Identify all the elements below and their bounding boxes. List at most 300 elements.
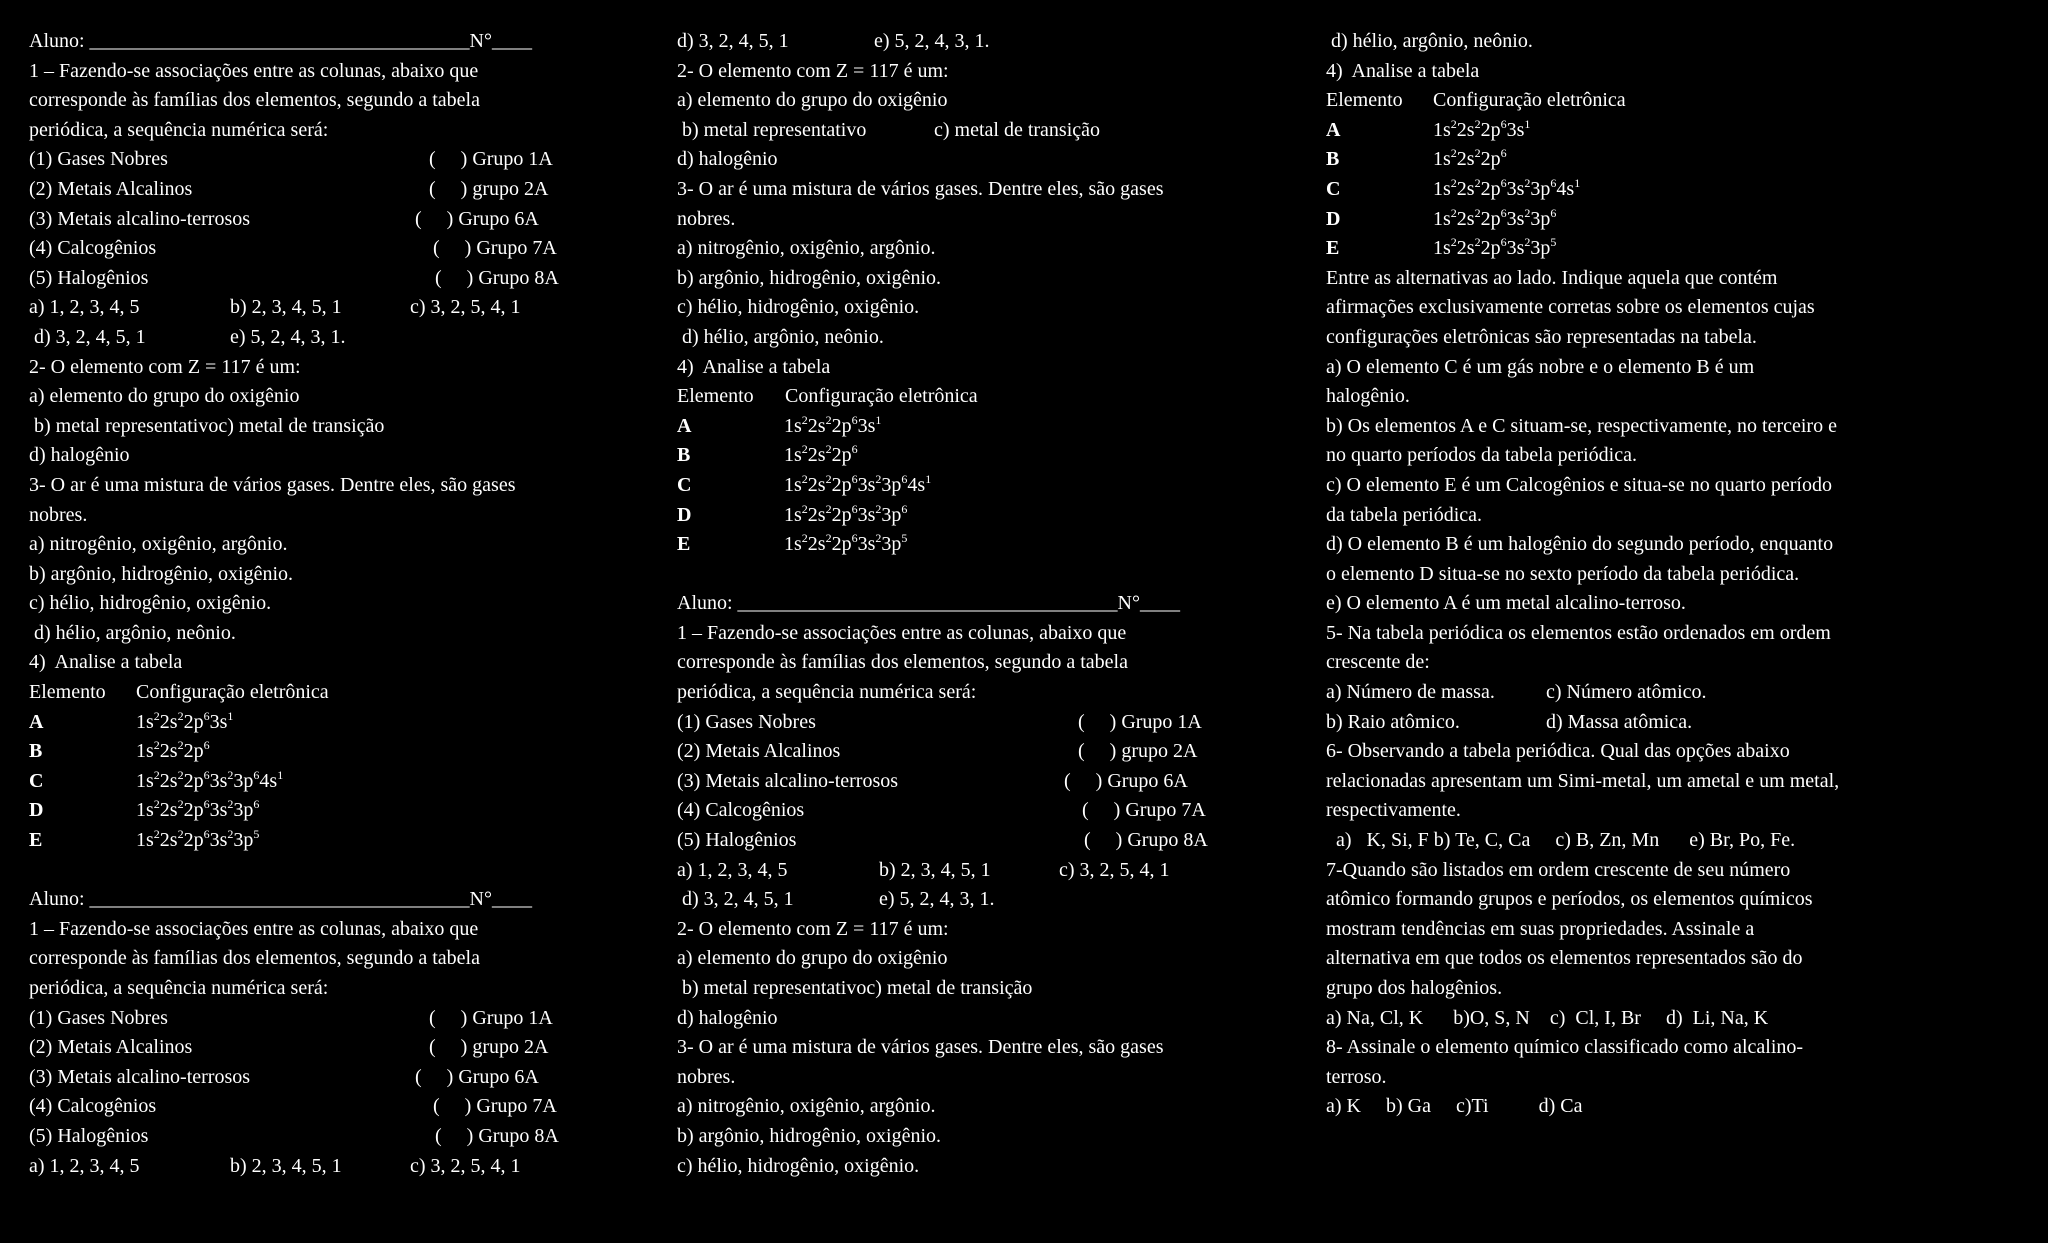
- orbital: 1s: [1433, 207, 1451, 230]
- text-segment: a) elemento do grupo do oxigênio: [29, 385, 300, 408]
- text-segment: periódica, a sequência numérica será:: [29, 977, 329, 999]
- config-row: [677, 471, 1257, 501]
- text-line: [29, 264, 609, 294]
- electron-count: 1: [227, 708, 234, 723]
- text-line: [1326, 412, 2026, 442]
- text-segment: e) 5, 2, 4, 3, 1.: [874, 30, 990, 52]
- electron-count: 1: [875, 412, 882, 427]
- electron-count: 2: [153, 797, 160, 812]
- electron-count: 2: [825, 531, 832, 546]
- text-segment: mostram tendências em suas propriedades. Assinale a: [1326, 917, 1755, 940]
- orbital: 1s: [136, 799, 154, 822]
- text-line: [677, 619, 1257, 649]
- orbital: 2p: [831, 414, 852, 437]
- text-line: [29, 27, 609, 57]
- text-segment: c) 3, 2, 5, 4, 1: [1059, 858, 1170, 881]
- text-line: [1326, 796, 2026, 826]
- text-segment: d) halogênio: [677, 148, 778, 171]
- electron-count: 2: [825, 442, 832, 457]
- text-line: [1326, 264, 2026, 294]
- orbital: 3p: [1530, 177, 1551, 200]
- text-segment: grupo dos halogênios.: [1326, 977, 1503, 999]
- orbital: 4s: [1556, 177, 1575, 200]
- text-segment: a) 1, 2, 3, 4, 5: [29, 1154, 140, 1177]
- text-line: [29, 382, 609, 412]
- orbital: 4s: [259, 769, 278, 792]
- text-segment: ( ) Grupo 1A: [1078, 710, 1202, 733]
- orbital: 1s: [1433, 118, 1451, 141]
- blank-line: [29, 856, 609, 886]
- orbital: 2s: [807, 473, 826, 496]
- text-segment: 2- O elemento com Z = 117 é um:: [677, 917, 949, 940]
- text-line: [677, 353, 1257, 383]
- text-segment: a) nitrogênio, oxigênio, argônio.: [677, 1095, 936, 1118]
- text-segment: b) Raio atômico.: [1326, 710, 1460, 733]
- text-segment: b) metal representativoc) metal de transição: [29, 414, 385, 437]
- text-segment: d) halogênio: [29, 444, 130, 467]
- text-segment: corresponde às famílias dos elementos, segundo a tabela: [677, 651, 1128, 674]
- text-segment: ( ) grupo 2A: [429, 1036, 549, 1059]
- orbital: 4s: [907, 473, 926, 496]
- text-segment: ( ) Grupo 6A: [415, 1065, 539, 1088]
- text-segment: Aluno: ______________________________________N°____: [29, 888, 532, 911]
- element-letter: B: [677, 444, 691, 467]
- element-letter: D: [1326, 207, 1341, 230]
- text-segment: 5- Na tabela periódica os elementos estão ordenados em ordem: [1326, 621, 1831, 644]
- electron-count: 2: [1474, 235, 1481, 250]
- text-line: [1326, 27, 2026, 57]
- electron-configuration: [136, 737, 210, 767]
- text-line: [1326, 382, 2026, 412]
- config-row: [1326, 205, 2026, 235]
- orbital: 3p: [881, 533, 902, 556]
- text-line: [29, 619, 609, 649]
- electron-count: 6: [1550, 205, 1557, 220]
- electron-count: 6: [203, 767, 210, 782]
- text-segment: terroso.: [1326, 1065, 1387, 1088]
- text-segment: b) 2, 3, 4, 5, 1: [879, 858, 991, 881]
- text-line: [29, 974, 609, 1004]
- text-segment: a) O elemento C é um gás nobre e o elemento B é um: [1326, 355, 1755, 378]
- text-line: [1326, 1092, 2026, 1122]
- electron-count: 5: [1550, 235, 1557, 250]
- text-segment: c) hélio, hidrogênio, oxigênio.: [677, 296, 920, 319]
- text-segment: ( ) grupo 2A: [429, 177, 549, 200]
- electron-count: 2: [875, 471, 882, 486]
- text-line: [29, 944, 609, 974]
- text-line: [677, 856, 1257, 886]
- orbital: 3s: [1506, 237, 1525, 260]
- text-line: [29, 57, 609, 87]
- text-line: [677, 57, 1257, 87]
- text-segment: alternativa em que todos os elementos representados são do: [1326, 947, 1803, 970]
- text-line: [1326, 1004, 2026, 1034]
- electron-count: 6: [203, 708, 210, 723]
- text-line: [677, 1122, 1257, 1152]
- text-segment: 4) Analise a tabela: [677, 355, 831, 378]
- config-row: [677, 530, 1257, 560]
- orbital: 2p: [1480, 177, 1501, 200]
- electron-configuration: [784, 501, 907, 531]
- text-segment: corresponde às famílias dos elementos, segundo a tabela: [29, 947, 480, 970]
- config-row: [29, 796, 609, 826]
- electron-count: 6: [1500, 116, 1507, 131]
- text-segment: d) O elemento B é um halogênio do segundo período, enquanto: [1326, 533, 1834, 556]
- electron-count: 6: [851, 531, 858, 546]
- config-row: [29, 708, 609, 738]
- electron-count: 2: [227, 827, 234, 842]
- text-segment: (3) Metais alcalino-terrosos: [29, 207, 251, 230]
- text-segment: d) Massa atômica.: [1546, 710, 1693, 733]
- text-line: [677, 1063, 1257, 1093]
- orbital: 3s: [1506, 118, 1525, 141]
- text-line: [677, 86, 1257, 116]
- text-segment: 3- O ar é uma mistura de vários gases. Dentre eles, são gases: [677, 177, 1164, 200]
- text-line: [29, 648, 609, 678]
- orbital: 1s: [784, 473, 802, 496]
- text-line: [29, 678, 609, 708]
- text-line: [29, 530, 609, 560]
- orbital: 2s: [1456, 177, 1475, 200]
- text-segment: ( ) grupo 2A: [1078, 740, 1198, 763]
- electron-configuration: [136, 708, 233, 738]
- orbital: 3s: [857, 473, 876, 496]
- text-line: [677, 1092, 1257, 1122]
- electron-count: 1: [1574, 175, 1581, 190]
- orbital: 3s: [1506, 177, 1525, 200]
- text-segment: ( ) Grupo 7A: [433, 237, 557, 260]
- text-line: [677, 1152, 1257, 1182]
- electron-count: 6: [1500, 205, 1507, 220]
- text-segment: a) K b) Ga c)Ti d) Ca: [1326, 1095, 1583, 1118]
- text-line: [1326, 678, 2026, 708]
- electron-count: 2: [1474, 116, 1481, 131]
- text-line: [677, 27, 1257, 57]
- orbital: 2p: [183, 769, 204, 792]
- text-line: [1326, 501, 2026, 531]
- electron-count: 2: [153, 767, 160, 782]
- config-row: [677, 412, 1257, 442]
- text-line: [29, 412, 609, 442]
- electron-count: 6: [1500, 175, 1507, 190]
- config-row: [677, 501, 1257, 531]
- text-segment: afirmações exclusivamente corretas sobre os elementos cujas: [1326, 296, 1815, 319]
- text-segment: nobres.: [677, 1065, 736, 1088]
- text-segment: Configuração eletrônica: [785, 385, 978, 408]
- element-letter: A: [1326, 118, 1341, 141]
- orbital: 3s: [857, 533, 876, 556]
- electron-count: 2: [1524, 235, 1531, 250]
- element-letter: A: [29, 710, 44, 733]
- element-letter: C: [29, 769, 44, 792]
- config-row: [1326, 234, 2026, 264]
- text-line: [677, 1033, 1257, 1063]
- text-line: [1326, 86, 2026, 116]
- electron-count: 2: [177, 767, 184, 782]
- element-letter: E: [29, 829, 43, 852]
- orbital: 2p: [831, 473, 852, 496]
- orbital: 2p: [183, 710, 204, 733]
- text-segment: 4) Analise a tabela: [1326, 59, 1480, 82]
- orbital: 1s: [136, 740, 154, 763]
- text-line: [1326, 915, 2026, 945]
- orbital: 3p: [1530, 237, 1551, 260]
- text-line: [29, 560, 609, 590]
- orbital: 2p: [831, 444, 852, 467]
- electron-count: 2: [801, 471, 808, 486]
- text-segment: a) elemento do grupo do oxigênio: [677, 947, 948, 970]
- text-segment: configurações eletrônicas são representadas na tabela.: [1326, 325, 1757, 348]
- config-row: [29, 767, 609, 797]
- text-segment: (5) Halogênios: [29, 266, 149, 289]
- text-line: [1326, 1063, 2026, 1093]
- electron-count: 2: [825, 501, 832, 516]
- text-line: [29, 234, 609, 264]
- orbital: 3s: [209, 710, 228, 733]
- text-segment: periódica, a sequência numérica será:: [677, 681, 977, 704]
- text-segment: a) 1, 2, 3, 4, 5: [677, 858, 788, 881]
- text-segment: (3) Metais alcalino-terrosos: [29, 1065, 251, 1088]
- text-line: [29, 175, 609, 205]
- text-segment: c) hélio, hidrogênio, oxigênio.: [677, 1154, 920, 1177]
- electron-count: 6: [901, 501, 908, 516]
- text-segment: halogênio.: [1326, 385, 1410, 408]
- text-line: [29, 205, 609, 235]
- text-segment: 1 – Fazendo-se associações entre as colunas, abaixo que: [29, 917, 479, 940]
- text-line: [1326, 530, 2026, 560]
- text-segment: e) 5, 2, 4, 3, 1.: [230, 325, 346, 348]
- orbital: 1s: [1433, 237, 1451, 260]
- electron-count: 2: [153, 827, 160, 842]
- electron-configuration: [136, 796, 259, 826]
- text-segment: 1 – Fazendo-se associações entre as colunas, abaixo que: [29, 59, 479, 82]
- text-segment: respectivamente.: [1326, 799, 1461, 822]
- orbital: 2s: [807, 533, 826, 556]
- text-segment: d) halogênio: [677, 1006, 778, 1029]
- electron-count: 6: [203, 827, 210, 842]
- config-row: [1326, 175, 2026, 205]
- electron-count: 2: [1474, 175, 1481, 190]
- electron-configuration: [1433, 234, 1556, 264]
- text-segment: corresponde às famílias dos elementos, segundo a tabela: [29, 89, 480, 112]
- text-segment: 2- O elemento com Z = 117 é um:: [29, 355, 301, 378]
- text-segment: 8- Assinale o elemento químico classificado como alcalino-: [1326, 1036, 1804, 1059]
- electron-count: 2: [825, 412, 832, 427]
- text-line: [1326, 353, 2026, 383]
- text-segment: o elemento D situa-se no sexto período da tabela periódica.: [1326, 562, 1800, 585]
- text-segment: (4) Calcogênios: [29, 237, 157, 260]
- orbital: 3s: [209, 829, 228, 852]
- orbital: 1s: [136, 769, 154, 792]
- orbital: 3s: [857, 503, 876, 526]
- electron-count: 2: [177, 797, 184, 812]
- electron-count: 6: [851, 471, 858, 486]
- text-segment: ( ) Grupo 6A: [1064, 769, 1188, 792]
- text-line: [677, 205, 1257, 235]
- electron-count: 2: [1524, 205, 1531, 220]
- electron-count: 6: [851, 442, 858, 457]
- orbital: 2p: [1480, 237, 1501, 260]
- electron-count: 2: [153, 708, 160, 723]
- text-segment: a) K, Si, F b) Te, C, Ca c) B, Zn, Mn e) Br, Po, Fe.: [1326, 829, 1796, 852]
- text-segment: Aluno: ______________________________________N°____: [29, 30, 532, 52]
- orbital: 2s: [159, 829, 178, 852]
- text-segment: c) metal de transição: [934, 118, 1101, 141]
- element-letter: E: [677, 533, 691, 556]
- text-segment: 2- O elemento com Z = 117 é um:: [677, 59, 949, 82]
- text-segment: (4) Calcogênios: [677, 799, 805, 822]
- text-line: [1326, 708, 2026, 738]
- electron-count: 2: [177, 708, 184, 723]
- text-line: [29, 86, 609, 116]
- text-segment: no quarto períodos da tabela periódica.: [1326, 444, 1637, 467]
- electron-count: 1: [277, 767, 284, 782]
- text-line: [677, 826, 1257, 856]
- orbital: 3p: [233, 829, 254, 852]
- element-letter: B: [29, 740, 43, 763]
- orbital: 1s: [784, 533, 802, 556]
- orbital: 2s: [807, 444, 826, 467]
- orbital: 3p: [881, 503, 902, 526]
- electron-count: 6: [901, 471, 908, 486]
- orbital: 2p: [1480, 148, 1501, 171]
- orbital: 2s: [159, 740, 178, 763]
- text-line: [1326, 737, 2026, 767]
- text-line: [29, 501, 609, 531]
- element-letter: D: [677, 503, 692, 526]
- text-segment: crescente de:: [1326, 651, 1430, 674]
- electron-count: 6: [1500, 235, 1507, 250]
- orbital: 2s: [1456, 207, 1475, 230]
- text-segment: b) 2, 3, 4, 5, 1: [230, 1154, 342, 1177]
- text-segment: (2) Metais Alcalinos: [29, 177, 193, 200]
- text-segment: (5) Halogênios: [677, 829, 797, 852]
- electron-count: 6: [253, 797, 260, 812]
- orbital: 3s: [857, 414, 876, 437]
- electron-configuration: [136, 826, 259, 856]
- text-line: [29, 441, 609, 471]
- text-line: [1326, 826, 2026, 856]
- text-segment: 3- O ar é uma mistura de vários gases. Dentre eles, são gases: [677, 1036, 1164, 1059]
- text-segment: b) 2, 3, 4, 5, 1: [230, 296, 342, 319]
- text-segment: periódica, a sequência numérica será:: [29, 118, 329, 141]
- electron-count: 2: [153, 738, 160, 753]
- text-segment: (5) Halogênios: [29, 1124, 149, 1147]
- text-segment: d) 3, 2, 4, 5, 1: [677, 888, 794, 911]
- orbital: 3p: [881, 473, 902, 496]
- column-2: [677, 27, 1257, 1181]
- electron-count: 2: [801, 531, 808, 546]
- config-row: [29, 826, 609, 856]
- text-line: [29, 885, 609, 915]
- orbital: 2p: [831, 533, 852, 556]
- text-segment: a) Número de massa.: [1326, 681, 1495, 704]
- electron-count: 2: [1450, 146, 1457, 161]
- element-letter: C: [677, 473, 692, 496]
- orbital: 1s: [136, 710, 154, 733]
- text-line: [29, 145, 609, 175]
- text-segment: a) 1, 2, 3, 4, 5: [29, 296, 140, 319]
- text-segment: ( ) Grupo 7A: [1082, 799, 1206, 822]
- config-row: [1326, 116, 2026, 146]
- element-letter: C: [1326, 177, 1341, 200]
- electron-configuration: [136, 767, 283, 797]
- electron-configuration: [1433, 205, 1556, 235]
- text-segment: d) hélio, argônio, neônio.: [1326, 30, 1533, 52]
- text-segment: Elemento: [677, 385, 754, 408]
- text-line: [29, 1122, 609, 1152]
- text-segment: b) argônio, hidrogênio, oxigênio.: [677, 266, 942, 289]
- text-line: [677, 116, 1257, 146]
- electron-count: 2: [1474, 146, 1481, 161]
- text-line: [677, 708, 1257, 738]
- text-line: [1326, 293, 2026, 323]
- orbital: 3p: [1530, 207, 1551, 230]
- electron-count: 2: [1450, 205, 1457, 220]
- text-line: [29, 1004, 609, 1034]
- orbital: 1s: [1433, 148, 1451, 171]
- text-line: [1326, 648, 2026, 678]
- config-row: [677, 441, 1257, 471]
- text-line: [677, 293, 1257, 323]
- text-segment: relacionadas apresentam um Simi-metal, um ametal e um metal,: [1326, 769, 1840, 792]
- electron-count: 2: [1450, 175, 1457, 190]
- text-line: [677, 737, 1257, 767]
- orbital: 1s: [784, 444, 802, 467]
- text-line: [1326, 856, 2026, 886]
- text-segment: d) 3, 2, 4, 5, 1: [29, 325, 146, 348]
- element-letter: D: [29, 799, 44, 822]
- text-line: [29, 1092, 609, 1122]
- text-segment: Elemento: [1326, 89, 1403, 112]
- electron-count: 1: [1524, 116, 1531, 131]
- text-line: [1326, 974, 2026, 1004]
- text-segment: a) nitrogênio, oxigênio, argônio.: [677, 237, 936, 260]
- electron-count: 5: [253, 827, 260, 842]
- orbital: 2s: [1456, 148, 1475, 171]
- orbital: 2s: [807, 503, 826, 526]
- text-segment: 1 – Fazendo-se associações entre as colunas, abaixo que: [677, 621, 1127, 644]
- text-segment: ( ) Grupo 6A: [415, 207, 539, 230]
- text-line: [677, 648, 1257, 678]
- config-row: [29, 737, 609, 767]
- text-line: [1326, 560, 2026, 590]
- text-segment: c) 3, 2, 5, 4, 1: [410, 1154, 521, 1177]
- orbital: 2s: [1456, 237, 1475, 260]
- orbital: 3s: [209, 769, 228, 792]
- text-segment: c) 3, 2, 5, 4, 1: [410, 296, 521, 319]
- text-segment: ( ) Grupo 8A: [435, 266, 559, 289]
- orbital: 2p: [831, 503, 852, 526]
- orbital: 1s: [784, 414, 802, 437]
- text-line: [677, 175, 1257, 205]
- electron-count: 2: [825, 471, 832, 486]
- text-line: [1326, 323, 2026, 353]
- text-line: [677, 885, 1257, 915]
- electron-count: 2: [801, 442, 808, 457]
- text-segment: (4) Calcogênios: [29, 1095, 157, 1118]
- orbital: 2p: [1480, 207, 1501, 230]
- text-segment: b) argônio, hidrogênio, oxigênio.: [29, 562, 294, 585]
- text-segment: d) hélio, argônio, neônio.: [29, 621, 236, 644]
- text-segment: ( ) Grupo 1A: [429, 1006, 553, 1029]
- text-segment: ( ) Grupo 1A: [429, 148, 553, 171]
- text-segment: b) Os elementos A e C situam-se, respectivamente, no terceiro e: [1326, 414, 1837, 437]
- text-line: [1326, 589, 2026, 619]
- electron-count: 1: [925, 471, 932, 486]
- text-segment: b) argônio, hidrogênio, oxigênio.: [677, 1124, 942, 1147]
- text-segment: d) hélio, argônio, neônio.: [677, 325, 884, 348]
